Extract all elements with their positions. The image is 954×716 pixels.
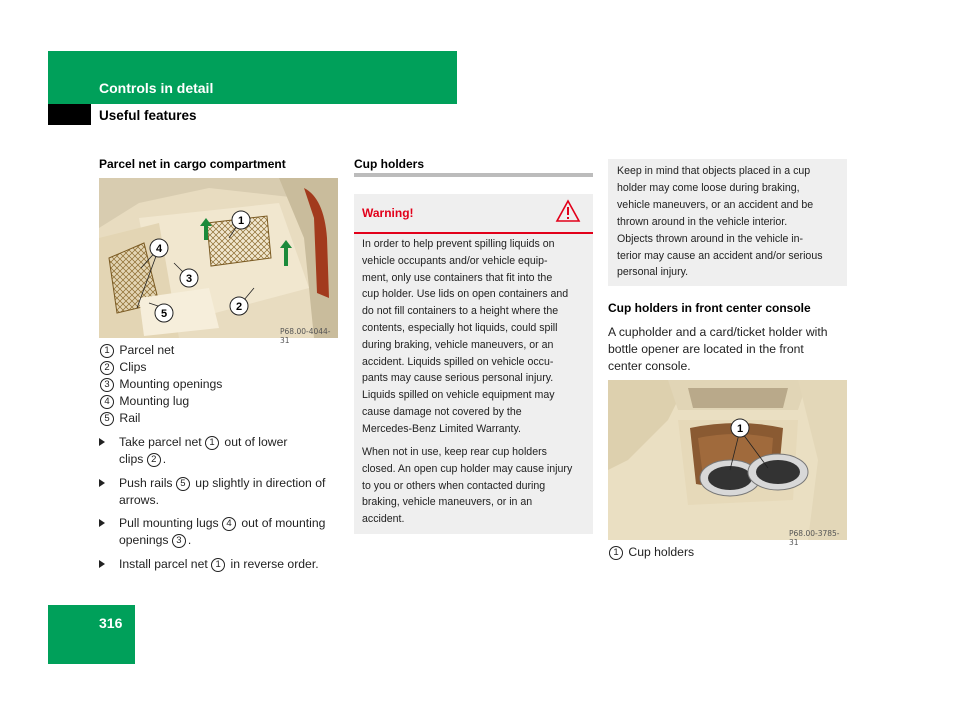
instruction-step: Take parcel net 1 out of lower clips 2 . bbox=[99, 434, 339, 468]
legend-item: 4 Mounting lug bbox=[100, 394, 189, 409]
center-console-illustration bbox=[608, 380, 847, 547]
center-console-image bbox=[608, 380, 847, 540]
callout-number: 1 bbox=[609, 546, 623, 560]
svg-text:2: 2 bbox=[235, 301, 243, 313]
section-marker bbox=[48, 104, 91, 125]
svg-text:1: 1 bbox=[736, 423, 744, 435]
callout-number: 4 bbox=[100, 395, 114, 409]
cargo-compartment-image bbox=[99, 178, 338, 338]
callout-number: 2 bbox=[100, 361, 114, 375]
svg-text:4: 4 bbox=[155, 243, 163, 255]
bullet-arrow-icon bbox=[99, 479, 105, 487]
header-bar bbox=[48, 51, 457, 104]
legend-item: 2 Clips bbox=[100, 360, 146, 375]
legend-item: 1 Parcel net bbox=[100, 343, 174, 358]
legend-item: 1 Cup holders bbox=[609, 545, 694, 560]
callout-number: 5 bbox=[100, 412, 114, 426]
svg-text:5: 5 bbox=[160, 308, 168, 320]
front-console-heading: Cup holders in front center console bbox=[608, 301, 811, 315]
chapter-title: Controls in detail bbox=[99, 80, 214, 96]
callout-number: 3 bbox=[100, 378, 114, 392]
warning-triangle-icon bbox=[556, 200, 580, 222]
section-title: Useful features bbox=[99, 108, 197, 123]
instruction-step: Install parcel net 1 in reverse order. bbox=[99, 556, 339, 573]
svg-text:3: 3 bbox=[185, 273, 193, 285]
bullet-arrow-icon bbox=[99, 438, 105, 446]
warning-paragraph-1: In order to help prevent spilling liquids on vehicle occupants and/or vehicle equip- ment, only use containers that fit into the cup holder. Use lids on open containers and do not fill containers to a height where the contents, especially hot liquids, could spill during braking, vehicle maneuvers, or an accident. Liquids spilled on vehicle occu- pants may cause serious personal injury. Liquids spilled on vehicle equipment may cause damage not covered by the Mercedes-Benz Limited Warranty. bbox=[362, 238, 569, 435]
parcel-net-illustration bbox=[99, 178, 338, 345]
cup-holders-heading: Cup holders bbox=[354, 157, 425, 171]
console-image-code: P68.00-3785-31 bbox=[789, 529, 840, 547]
svg-text:1: 1 bbox=[237, 215, 245, 227]
note-paragraph: Keep in mind that objects placed in a cup holder may come loose during braking, vehicle maneuvers, or an accident and be thrown around in the vehicle interior. Objects thrown around in the vehicle in- terior may cause an accident and/or serious personal injury. bbox=[617, 165, 823, 279]
front-console-paragraph: A cupholder and a card/ticket holder with bottle opener are located in the front center console. bbox=[608, 325, 828, 373]
callout-number: 1 bbox=[100, 344, 114, 358]
parcel-image-code: P68.00-4044-31 bbox=[280, 327, 331, 345]
warning-divider bbox=[354, 232, 593, 234]
legend-item: 3 Mounting openings bbox=[100, 377, 222, 392]
warning-paragraph-2: When not in use, keep rear cup holders closed. An open cup holder may cause injury to you or others when contacted during braking, vehicle maneuvers, or in an accident. bbox=[362, 446, 573, 526]
heading-rule bbox=[354, 173, 593, 177]
instruction-step: Pull mounting lugs 4 out of mounting openings 3 . bbox=[99, 515, 339, 549]
warning-label: Warning! bbox=[362, 206, 414, 220]
bullet-arrow-icon bbox=[99, 560, 105, 568]
bullet-arrow-icon bbox=[99, 519, 105, 527]
page-number-box bbox=[48, 605, 135, 664]
legend-item: 5 Rail bbox=[100, 411, 140, 426]
instruction-step: Push rails 5 up slightly in direction of arrows. bbox=[99, 475, 339, 509]
page-number: 316 bbox=[99, 615, 123, 631]
parcel-heading: Parcel net in cargo compartment bbox=[99, 157, 286, 171]
